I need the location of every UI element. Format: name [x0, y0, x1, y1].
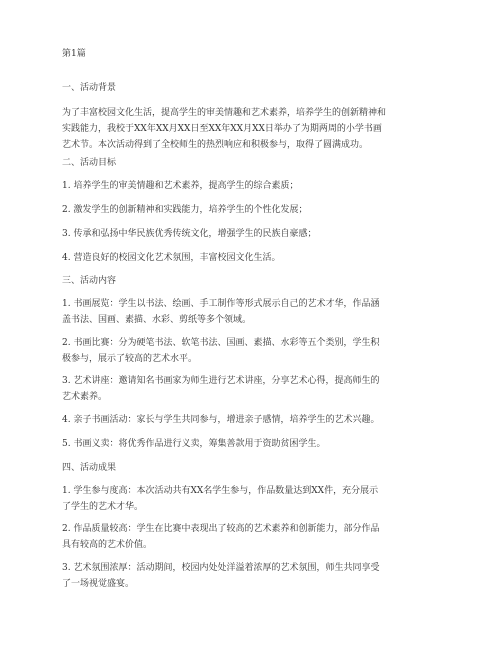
paragraph-line: 具有较高的艺术价值。: [62, 540, 153, 550]
section-title-background: 一、活动背景: [62, 83, 117, 93]
paragraph-line: 艺术素养。: [62, 392, 108, 402]
paragraph-line: 4. 亲子书画活动：家长与学生共同参与，增进亲子感情，培养学生的艺术兴趣。: [62, 415, 380, 425]
content-item-5: [62, 436, 448, 452]
goal-item-4: [62, 250, 448, 266]
content-item-2: [62, 335, 448, 367]
paragraph-line: 3. 艺术氛围浓厚：活动期间，校园内处处洋溢着浓厚的艺术氛围，师生共同享受: [62, 563, 380, 573]
section-title-results: 四、活动成果: [62, 463, 117, 473]
background-paragraph: [62, 105, 448, 153]
content-item-4: [62, 412, 448, 428]
paragraph-line: 3. 传承和弘扬中华民族优秀传统文化，增强学生的民族自豪感；: [62, 229, 317, 239]
paragraph-line: 3. 艺术讲座：邀请知名书画家为师生进行艺术讲座，分享艺术心得，提高师生的: [62, 376, 380, 386]
goal-item-1: [62, 178, 448, 194]
paragraph-line: 2. 书画比赛：分为硬笔书法、软笔书法、国画、素描、水彩等五个类别，学生积: [62, 338, 380, 348]
result-item-3: [62, 560, 448, 592]
paragraph-line: 4. 营造良好的校园文化艺术氛围，丰富校园文化生活。: [62, 253, 281, 263]
paragraph-line: 为了丰富校园文化生活，提高学生的审美情趣和艺术素养，培养学生的创新精神和: [62, 108, 387, 118]
paragraph-line: 2. 激发学生的创新精神和实践能力，培养学生的个性化发展；: [62, 205, 308, 215]
result-item-1: [62, 483, 448, 515]
content-item-3: [62, 373, 448, 405]
paragraph-line: 5. 书画义卖：将优秀作品进行义卖，筹集善款用于资助贫困学生。: [62, 439, 326, 449]
goal-item-3: [62, 226, 448, 242]
goal-item-2: [62, 202, 448, 218]
paragraph-line: 极参与，展示了较高的艺术水平。: [62, 354, 198, 364]
result-item-2: [62, 521, 448, 553]
paragraph-line: 了学生的艺术才华。: [62, 502, 144, 512]
page-number: 第1篇: [62, 49, 86, 59]
paragraph-line: 实践能力，我校于XX年XX月XX日至XX年XX月XX日举办了为期两周的小学书画: [62, 124, 382, 134]
paragraph-line: 艺术节。本次活动得到了全校师生的热烈响应和积极参与，取得了圆满成功。: [62, 140, 369, 150]
paragraph-line: 1. 学生参与度高：本次活动共有XX名学生参与，作品数量达到XX件，充分展示: [62, 486, 379, 496]
paragraph-line: 了一场视觉盛宴。: [62, 579, 135, 589]
content-item-1: [62, 296, 448, 328]
paragraph-line: 盖书法、国画、素描、水彩、剪纸等多个领域。: [62, 315, 252, 325]
section-title-content: 三、活动内容: [62, 276, 117, 286]
paragraph-line: 2. 作品质量较高：学生在比赛中表现出了较高的艺术素养和创新能力，部分作品: [62, 524, 380, 534]
paragraph-line: 1. 书画展览：学生以书法、绘画、手工制作等形式展示自己的艺术才华，作品涵: [62, 299, 380, 309]
section-title-goals: 二、活动目标: [62, 158, 117, 168]
paragraph-line: 1. 培养学生的审美情趣和艺术素养，提高学生的综合素质；: [62, 181, 299, 191]
